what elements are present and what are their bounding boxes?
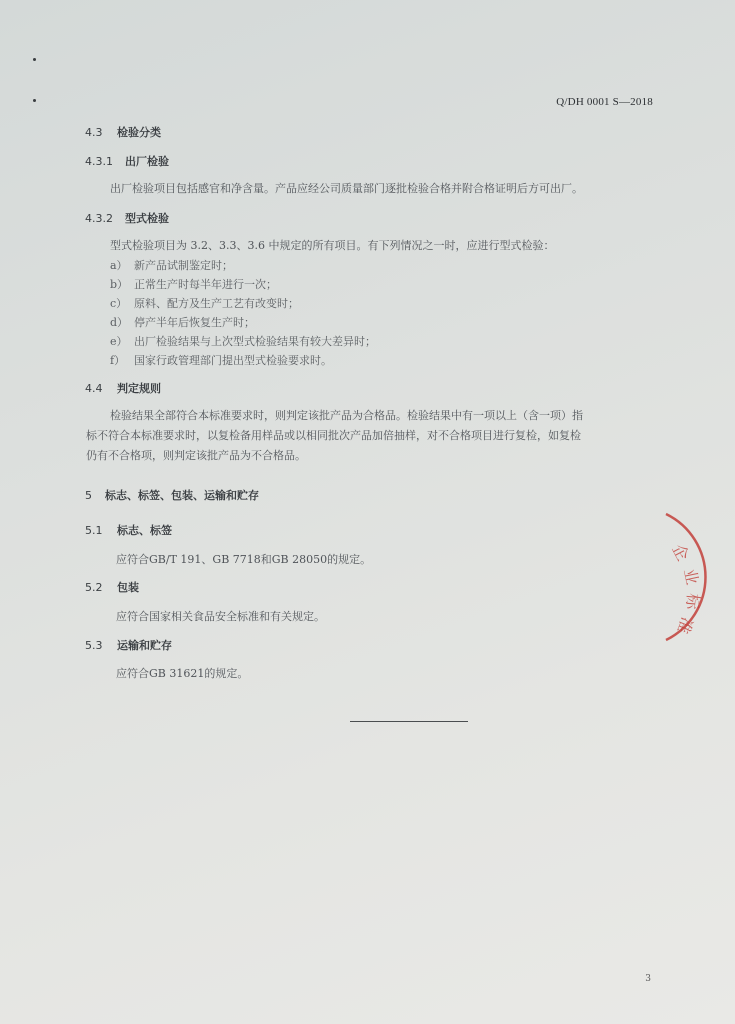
dot-mark-1 (33, 58, 36, 61)
list-text: 国家行政管理部门提出型式检验要求时。 (134, 354, 332, 367)
heading-4-3-1 (85, 153, 169, 169)
paragraph-5-1: 应符合GB/T 191、GB 7718和GB 28050的规定。 (116, 553, 372, 566)
heading-title: 运输和贮存 (117, 639, 172, 652)
heading-number: 5.2 (85, 581, 103, 594)
paragraph-line: 仍有不合格项，则判定该批产品为不合格品。 (86, 449, 306, 462)
heading-title: 包装 (117, 581, 139, 594)
heading-number: 5 (85, 489, 92, 502)
heading-5-2 (85, 579, 139, 595)
heading-5 (85, 487, 259, 503)
list-text: 原料、配方及生产工艺有改变时； (134, 297, 299, 310)
paragraph-5-2: 应符合国家相关食品安全标准和有关规定。 (116, 610, 325, 623)
list-marker: c） (110, 297, 128, 310)
svg-text:标: 标 (682, 592, 703, 611)
heading-5-3 (85, 637, 172, 653)
list-item (110, 276, 277, 292)
list-text: 停产半年后恢复生产时； (134, 316, 255, 329)
list-item (110, 352, 332, 368)
paragraph-line: 标不符合本标准要求时，以复检备用样品或以相同批次产品加倍抽样，对不合格项目进行复检，如复检 (86, 429, 581, 442)
heading-title: 标志、标签 (117, 524, 172, 537)
heading-title: 判定规则 (117, 382, 161, 395)
paragraph-5-3: 应符合GB 31621的规定。 (116, 667, 249, 680)
list-text: 正常生产时每半年进行一次； (134, 278, 277, 291)
heading-number: 4.4 (85, 382, 103, 395)
heading-5-1 (85, 522, 172, 538)
list-item (110, 333, 376, 349)
heading-4-3 (85, 124, 161, 140)
list-marker: a） (110, 259, 128, 272)
page-number: 3 (645, 974, 651, 984)
heading-title: 检验分类 (117, 126, 161, 139)
list-item (110, 314, 255, 330)
end-rule (350, 721, 468, 722)
heading-title: 标志、标签、包装、运输和贮存 (105, 489, 259, 502)
paragraph-line: 检验结果全部符合本标准要求时，则判定该批产品为合格品。检验结果中有一项以上（含一项）指 (110, 409, 583, 422)
heading-number: 5.1 (85, 524, 103, 537)
list-marker: e） (110, 335, 128, 348)
heading-title: 型式检验 (125, 212, 169, 225)
seal-text (668, 541, 702, 637)
paragraph-4-3-1: 出厂检验项目包括感官和净含量。产品应经公司质量部门逐批检验合格并附合格证明后方可出厂。 (110, 182, 583, 195)
heading-number: 4.3 (85, 126, 103, 139)
heading-4-3-2 (85, 210, 169, 226)
svg-text:准: 准 (673, 614, 697, 637)
document-code: Q/DH 0001 S—2018 (556, 96, 653, 108)
heading-title: 出厂检验 (125, 155, 169, 168)
list-text: 新产品试制鉴定时； (134, 259, 233, 272)
list-item (110, 295, 299, 311)
paragraph-4-3-2-intro: 型式检验项目为 3.2、3.3、3.6 中规定的所有项目。有下列情况之一时，应进行型式检验： (110, 239, 555, 252)
list-marker: b） (110, 278, 129, 291)
heading-number: 5.3 (85, 639, 103, 652)
list-text: 出厂检验结果与上次型式检验结果有较大差异时； (134, 335, 376, 348)
svg-text:企: 企 (668, 540, 693, 565)
list-marker: f） (110, 354, 126, 367)
heading-number: 4.3.1 (85, 155, 113, 168)
dot-mark-2 (33, 99, 36, 102)
list-item (110, 257, 233, 273)
seal-stamp (620, 510, 720, 650)
list-marker: d） (110, 316, 129, 329)
svg-text:业: 业 (680, 566, 703, 587)
heading-4-4 (85, 380, 161, 396)
heading-number: 4.3.2 (85, 212, 113, 225)
